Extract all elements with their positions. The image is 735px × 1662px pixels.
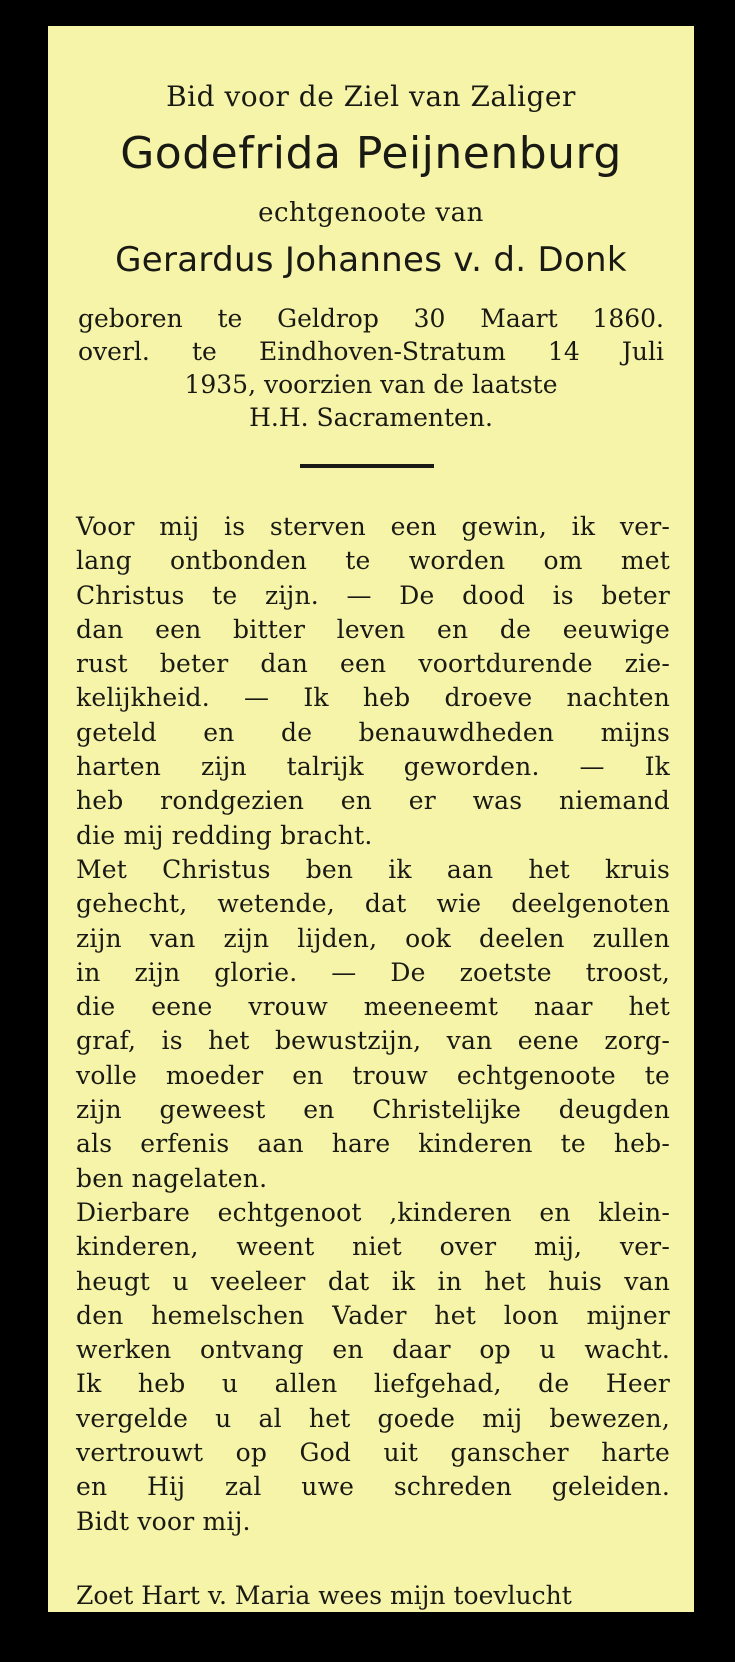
closing-invocation: Zoet Hart v. Maria wees mijn toevlucht	[76, 1581, 572, 1610]
memorial-card	[48, 26, 694, 1612]
prayer-text-line: vertrouwt op God uit ganscher harte	[76, 1438, 670, 1468]
prayer-text-line: harten zijn talrijk geworden. — Ik	[76, 752, 670, 782]
divider	[300, 464, 434, 468]
deceased-name: Godefrida Peijnenburg	[120, 128, 622, 179]
prayer-text-line: graf, is het bewustzijn, van eene zorg-	[76, 1026, 670, 1056]
prayer-text-line: Met Christus ben ik aan het kruis	[76, 854, 670, 884]
prayer-line: Bid voor de Ziel van Zaliger	[166, 80, 576, 113]
prayer-text-line: zijn van zijn lijden, ook deelen zullen	[76, 923, 670, 953]
birth-death-dates	[78, 302, 664, 434]
prayer-text-line: vergelde u al het goede mij bewezen,	[76, 1403, 670, 1433]
prayer-text-line: zijn geweest en Christelijke deugden	[76, 1095, 670, 1125]
prayer-text-line: dan een bitter leven en de eeuwige	[76, 614, 670, 644]
dates-line: geboren te Geldrop 30 Maart 1860.	[78, 304, 664, 333]
dates-line: 1935, voorzien van de laatste	[184, 370, 558, 399]
prayer-text-line: kinderen, weent niet over mij, ver-	[76, 1232, 670, 1262]
prayer-text-line: heb rondgezien en er was niemand	[76, 786, 670, 816]
prayer-text-line: kelijkheid. — Ik heb droeve nachten	[76, 683, 670, 713]
prayer-text-line: die mij redding bracht.	[76, 820, 373, 850]
prayer-text-line: die eene vrouw meeneemt naar het	[76, 992, 670, 1022]
prayer-text-line: lang ontbonden te worden om met	[76, 546, 670, 576]
prayer-text-line: ben nagelaten.	[76, 1163, 268, 1193]
spouse-of-label: echtgenoote van	[258, 198, 484, 228]
prayer-text	[76, 510, 670, 1539]
prayer-text-line: geteld en de benauwdheden mijns	[76, 717, 670, 747]
prayer-text-line: rust beter dan een voortdurende zie-	[76, 649, 670, 679]
prayer-text-line: Christus te zijn. — De dood is beter	[76, 580, 670, 610]
prayer-text-line: in zijn glorie. — De zoetste troost,	[76, 957, 670, 987]
prayer-text-line: Voor mij is sterven een gewin, ik ver-	[76, 512, 670, 541]
prayer-text-line: als erfenis aan hare kinderen te heb-	[76, 1129, 670, 1159]
prayer-text-line: Bidt voor mij.	[76, 1506, 251, 1536]
dates-line: H.H. Sacramenten.	[249, 403, 493, 432]
spouse-name: Gerardus Johannes v. d. Donk	[115, 240, 627, 280]
prayer-text-line: heugt u veeleer dat ik in het huis van	[76, 1266, 670, 1296]
prayer-text-line: gehecht, wetende, dat wie deelgenoten	[76, 889, 670, 919]
prayer-text-line: en Hij zal uwe schreden geleiden.	[76, 1472, 670, 1502]
prayer-text-line: werken ontvang en daar op u wacht.	[76, 1335, 670, 1365]
prayer-text-line: Dierbare echtgenoot ,kinderen en klein-	[76, 1197, 670, 1227]
prayer-text-line: volle moeder en trouw echtgenoote te	[76, 1060, 670, 1090]
prayer-text-line: den hemelschen Vader het loon mijner	[76, 1300, 670, 1330]
prayer-text-line: Ik heb u allen liefgehad, de Heer	[76, 1369, 670, 1399]
dates-line: overl. te Eindhoven-Stratum 14 Juli	[78, 337, 664, 366]
